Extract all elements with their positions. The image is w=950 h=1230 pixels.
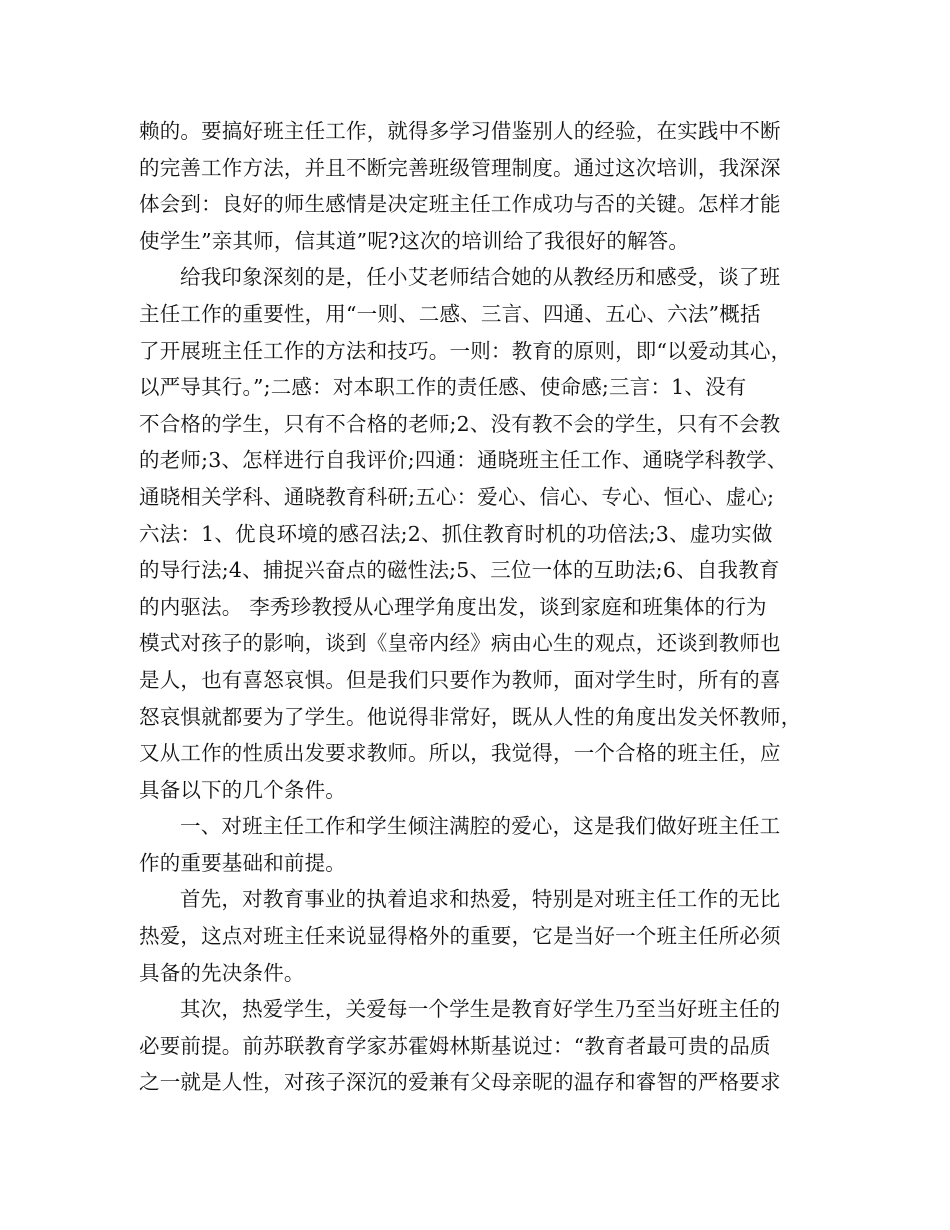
text-line-13: 的导行法;4、捕捉兴奋点的磁性法;5、三位一体的互助法;6、自我教育 (139, 558, 780, 583)
text-line-26: 必要前提。前苏联教育学家苏霍姆林斯基说过：“教育者最可贵的品质 (139, 1033, 771, 1058)
text-line-1: 赖的。要搞好班主任工作，就得多学习借鉴别人的经验，在实践中不断 (139, 119, 781, 143)
text-line-23: 热爱，这点对班主任来说显得格外的重要，它是当好一个班主任所必须 (139, 924, 781, 949)
text-line-12: 六法：1、优良环境的感召法;2、抓住教育时机的功倍法;3、虚功实做 (139, 521, 773, 546)
text-line-11: 通晓相关学科、通晓教育科研;五心：爱心、信心、专心、恒心、虚心; (139, 484, 775, 509)
text-line-6: 主任工作的重要性，用“一则、二感、三言、四通、五心、六法”概括 (139, 301, 761, 326)
text-line-8: 以严导其行。”;二感：对本职工作的责任感、使命感;三言：1、没有 (139, 375, 747, 400)
text-line-15: 模式对孩子的影响，谈到《皇帝内经》病由心生的观点，还谈到教师也 (139, 631, 781, 656)
text-line-19: 具备以下的几个条件。 (139, 777, 346, 802)
text-line-9: 不合格的学生，只有不合格的老师;2、没有教不会的学生，只有不会教 (139, 411, 781, 436)
text-line-3: 体会到：良好的师生感情是决定班主任工作成功与否的关键。怎样才能 (139, 192, 781, 217)
text-line-18: 又从工作的性质出发要求教师。所以，我觉得，一个合格的班主任，应 (139, 741, 781, 766)
text-line-16: 是人，也有喜怒哀惧。但是我们只要作为教师，面对学生时，所有的喜 (139, 667, 781, 692)
text-line-5: 给我印象深刻的是，任小艾老师结合她的从教经历和感受，谈了班 (180, 265, 781, 290)
text-line-22: 首先，对教育事业的执着追求和热爱，特别是对班主任工作的无比 (180, 887, 781, 912)
text-line-27: 之一就是人性，对孩子深沉的爱兼有父母亲昵的温存和睿智的严格要求 (139, 1070, 781, 1095)
text-line-21: 作的重要基础和前提。 (139, 850, 346, 875)
document-body (139, 113, 819, 1101)
text-line-20: 一、对班主任工作和学生倾注满腔的爱心，这是我们做好班主任工 (180, 814, 781, 839)
text-line-7: 了开展班主任工作的方法和技巧。一则：教育的原则，即“以爱动其心， (139, 338, 792, 363)
text-line-17: 怒哀惧就都要为了学生。他说得非常好，既从人性的角度出发关怀教师， (139, 704, 802, 729)
text-line-4: 使学生”亲其师，信其道”呢?这次的培训给了我很好的解答。 (139, 228, 690, 253)
text-line-25: 其次，热爱学生，关爱每一个学生是教育好学生乃至当好班主任的 (180, 997, 781, 1022)
text-line-10: 的老师;3、怎样进行自我评价;四通：通晓班主任工作、通晓学科教学、 (139, 448, 788, 473)
text-line-14: 的内驱法。 李秀珍教授从心理学角度出发，谈到家庭和班集体的行为 (139, 594, 767, 619)
text-line-24: 具备的先决条件。 (139, 960, 305, 985)
text-line-2: 的完善工作方法，并且不断完善班级管理制度。通过这次培训，我深深 (139, 155, 781, 180)
